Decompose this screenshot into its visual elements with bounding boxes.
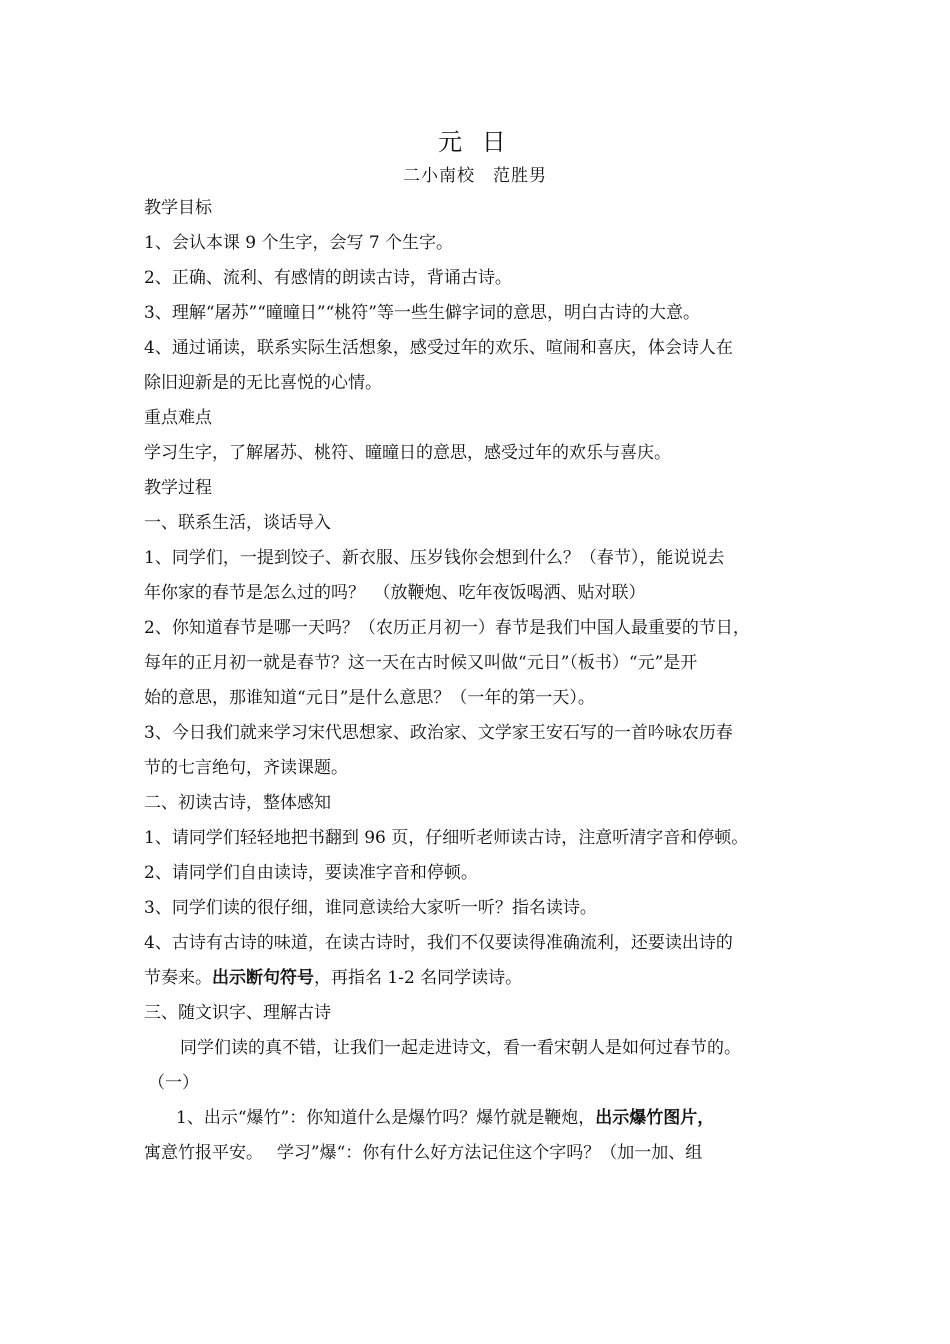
text-line: 1、请同学们轻轻地把书翻到 96 页，仔细听老师读古诗，注意听清字音和停顿。 [144, 828, 749, 848]
text-segment: 1、出示“爆竹”：你知道什么是爆竹吗？爆竹就是鞭炮， [176, 1108, 596, 1128]
text-line: 4、通过诵读，联系实际生活想象，感受过年的欢乐、喧闹和喜庆，体会诗人在 [144, 338, 733, 358]
text-line: 同学们读的真不错，让我们一起走进诗文，看一看宋朝人是如何过春节的。 [180, 1038, 741, 1058]
text-line: 1、会认本课 9 个生字，会写 7 个生字。 [144, 233, 454, 253]
text-line: 每年的正月初一就是春节？这一天在古时候又叫做“元日”（板书）“元”是开 [144, 653, 698, 673]
section-heading: 二、初读古诗，整体感知 [144, 793, 331, 813]
subsection-marker: （一） [148, 1073, 199, 1093]
text-segment: 节奏来。 [144, 968, 212, 988]
text-line [144, 966, 522, 990]
text-line: 3、今日我们就来学习宋代思想家、政治家、文学家王安石写的一首吟咏农历春 [144, 723, 733, 743]
text-line: 年你家的春节是怎么过的吗？ （放鞭炮、吃年夜饭喝洒、贴对联） [144, 583, 646, 603]
text-line: 寓意竹报平安。 学习”爆“：你有什么好方法记住这个字吗？（加一加、组 [144, 1143, 703, 1163]
text-line: 3、理解“屠苏”“曈曈日”“桃符”等一些生僻字词的意思，明白古诗的大意。 [144, 303, 700, 323]
author-line: 二小南校 范胜男 [403, 166, 547, 186]
text-line [176, 1106, 714, 1130]
bold-segment: 出示爆竹图片， [595, 1108, 715, 1128]
text-line: 4、古诗有古诗的味道，在读古诗时，我们不仅要读得准确流利，还要读出诗的 [144, 933, 733, 953]
text-segment: ，再指名 1-2 名同学读诗。 [314, 968, 523, 988]
text-line: 2、你知道春节是哪一天吗？（农历正月初一）春节是我们中国人最重要的节日， [144, 618, 750, 638]
heading-key-points: 重点难点 [144, 408, 212, 428]
text-line: 3、同学们读的很仔细，谁同意读给大家听一听？指名读诗。 [144, 898, 597, 918]
bold-segment: 出示断句符号 [212, 968, 314, 988]
page-title: 元 日 [438, 128, 512, 156]
text-line: 2、请同学们自由读诗，要读准字音和停顿。 [144, 863, 478, 883]
text-line: 节的七言绝句，齐读课题。 [144, 758, 348, 778]
text-line: 除旧迎新是的无比喜悦的心情。 [144, 373, 382, 393]
section-heading: 一、联系生活，谈话导入 [144, 513, 331, 533]
text-line: 1、同学们，一提到饺子、新衣服、压岁钱你会想到什么？（春节），能说说去 [144, 548, 725, 568]
section-heading: 三、随文识字、理解古诗 [144, 1003, 331, 1023]
text-line: 始的意思，那谁知道“元日”是什么意思？（一年的第一天）。 [144, 688, 595, 708]
heading-process: 教学过程 [144, 478, 212, 498]
text-line: 2、正确、流利、有感情的朗读古诗，背诵古诗。 [144, 268, 512, 288]
text-line: 学习生字，了解屠苏、桃符、曈曈日的意思，感受过年的欢乐与喜庆。 [144, 443, 671, 463]
heading-objectives: 教学目标 [144, 198, 212, 218]
